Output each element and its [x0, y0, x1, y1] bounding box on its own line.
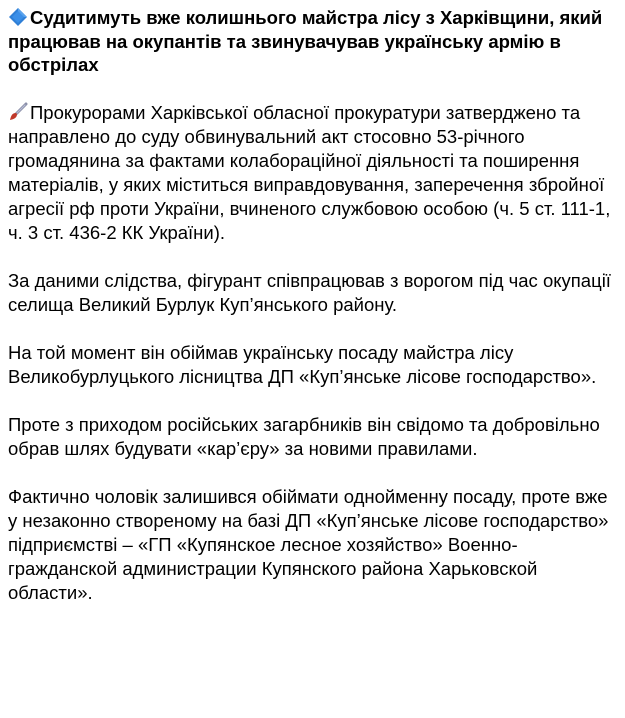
paragraph-5: Фактично чоловік залишився обіймати однойменну посаду, проте вже у незаконно створеному на базі ДП «Куп’янське лісове господарство» підприємстві – «ГП «Купянское лесное хозяйство» Военно-гражданской администрации Купянского района Харьковской области». — [8, 485, 609, 603]
paragraph-3: На той момент він обіймав українську посаду майстра лісу Великобурлуцького лісництва ДП «Куп’янське лісове господарство». — [8, 341, 597, 387]
spacer — [8, 77, 617, 101]
spacer — [8, 461, 617, 485]
paragraph-1 — [8, 101, 617, 245]
post-headline — [8, 6, 617, 77]
spacer — [8, 245, 617, 269]
paragraph-2: За даними слідства, фігурант співпрацював з ворогом під час окупації селища Великий Бурлук Куп’янського району. — [8, 269, 611, 315]
spacer — [8, 317, 617, 341]
paragraph-1-text: Прокурорами Харківської обласної прокуратури затверджено та направлено до суду обвинувальний акт стосовно 53-річного громадянина за фактами колабораційної діяльності та поширення матеріалів, у яких міститься виправдовування, заперечення збройної агресії рф проти України, вчиненого службовою особою (ч. 5 ст. 111-1, ч. 3 ст. 436-2 КК України). — [8, 101, 611, 243]
headline-text: Судитимуть вже колишнього майстра лісу з Харківщини, який працював на окупантів та звинувачував українську армію в обстрілах — [8, 7, 603, 75]
paintbrush-icon — [8, 102, 28, 122]
spacer — [8, 389, 617, 413]
blue-diamond-icon — [8, 7, 28, 27]
paragraph-4: Проте з приходом російських загарбників він свідомо та добровільно обрав шлях будувати «кар’єру» за новими правилами. — [8, 413, 600, 459]
